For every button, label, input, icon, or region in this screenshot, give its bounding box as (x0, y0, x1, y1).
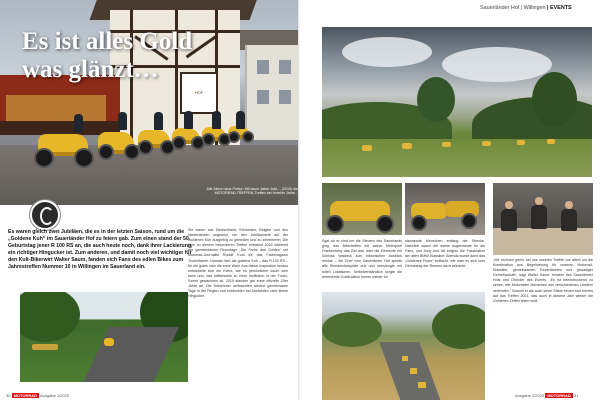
photo-motorcycle-detail (322, 183, 402, 235)
body-column: Sie waren aus Deutschland, Schweden, Belgien und den Niederlanden angereist, um den Jubiläumsritt auf der Goldenen Kuh ausgiebig zu genießen und zu zelebrieren. Die Idee zu diesem besonderen Treffen entstand 2015 während der gemeinsamen Reportage „Die Farbe des Goldes“ mit Motorrad-Journalist Rudolf Kuhl für das Fachmagazin Tourenfahrer. Damals hieß die goldene Kuh – das R 100 RS – für ein gutes Jahr die erste Wahl. Aus dieser Inspiration heraus entwickelte sich ein Event, wie es persönlicher kaum sein kann und, das mittlerweile zu einer Institution in der Tuner-Szene gewachsen ist. 2019 standen gar erste offizielle 20er Jahre an. Die Teilnehmer verbrachten schöne gemeinsame Tage in der Region und entdeckten bei Ausfahrten viele kleine Hingucker. (188, 228, 288, 299)
hotel-terrace (0, 75, 120, 135)
body-column: staunende Menschen entlang der Strecke. Natürlich waren die wahre Augenweide für die Fans, und Jung und Alt zeigten die Faszination der alten BMW-Klassiker. Abends wurde dann das „Goldenes Feuer“ entfacht, wie man es sich vom Genusstag der Rennen auch wünscht. (405, 239, 485, 269)
page-number: 30 (6, 393, 11, 398)
brand-badge: MOTORRAD (13, 393, 38, 398)
article-title (22, 28, 192, 84)
hotel-facade: HOF (110, 10, 240, 150)
page-footer-right (515, 393, 578, 398)
issue-label: Ausgabe 2/2020 (39, 393, 70, 398)
photo-riders-landscape (322, 27, 592, 177)
title-line-2: was glänzt… (22, 56, 159, 83)
header-section: EVENTS (550, 5, 572, 11)
running-header: Sauerländer Hof | Willingen | EVENTS (480, 5, 572, 11)
road (81, 327, 179, 382)
photo-people-table (493, 183, 593, 255)
neighbor-building (245, 45, 300, 140)
title-line-1: Es ist alles Gold (22, 28, 193, 55)
photo-riders-curve (322, 292, 485, 400)
photo-country-road (20, 292, 188, 382)
photo-caption: Alle Jahre neue Preise: Mit kaum Jahre Jubi..., (2019) die MOTORRAD-TREFFEN-Treffen-bei Hotelier Jahre... (206, 187, 298, 196)
body-column: „Wir rechnen gerne bei uns unseren Treffen vor allem um die Kombination aus Begeisterung für unseren Motorrad-Klassiker, gemeinsamen Tourenfahrten und gewaltiger Gemeinschaft“, sagt Walter Saum. Inhaber des Sauerländer Hofs und Gründer des Events. „Es ist beeindruckend zu sehen, wie Motorräder Menschen aus verschiedenen Ländern verbinden.“ Sowohl er als auch seine Gäste freuen sich bereits auf das Treffen 2021, das auch in diesem Jahr wieder die Goldenen Zeiten feiern wird. (493, 258, 593, 303)
page-number: 31 (573, 393, 579, 398)
page-footer-left (6, 393, 69, 398)
golden-cow-logo-icon (30, 200, 60, 230)
header-location: Sauerländer Hof | Willingen (480, 5, 546, 11)
body-column: Egal ob er sind um die Steuern des Sauerlands ging, das Bikertreffen mit seiner Metropole Frankenberg das Ziel war, oder die Elemente mit Schloss Waldeck zum historischen Ausblick reichte – die Chef vom Sauerländer Hof spielte alle Streckenbeispiele aus und überzeugte mit tollen Lokationen. Selbstverständlich sorgte die anreisende Goldfraktion immer wieder für (322, 239, 402, 279)
hero-photo-hotel-motorcycles (0, 0, 300, 205)
issue-label: Ausgabe 2/2020 (515, 393, 545, 398)
lead-paragraph: Es waren gleich zwei Jubiläen, die es in der letzten Saison, rund um die „Goldene Kuh“ im Sauerländer Hof zu feiern gab. Zum einen stand der 50. Geburtstag jener R 100 RS an, die auch heute noch, dank ihrer Lackierung, ein richtiger Hingucker ist. Zum anderen, und damit noch viel wichtiger für den Kult-Bikerwirt Walter Saum, fanden sich Fans des edlen Bikes zum Jahrestreffen Nummer 10 in Willingen im Sauerland ein. (8, 229, 193, 270)
brand-badge: MOTORRAD (547, 393, 571, 398)
photo-motorcycles-parked (405, 183, 485, 235)
